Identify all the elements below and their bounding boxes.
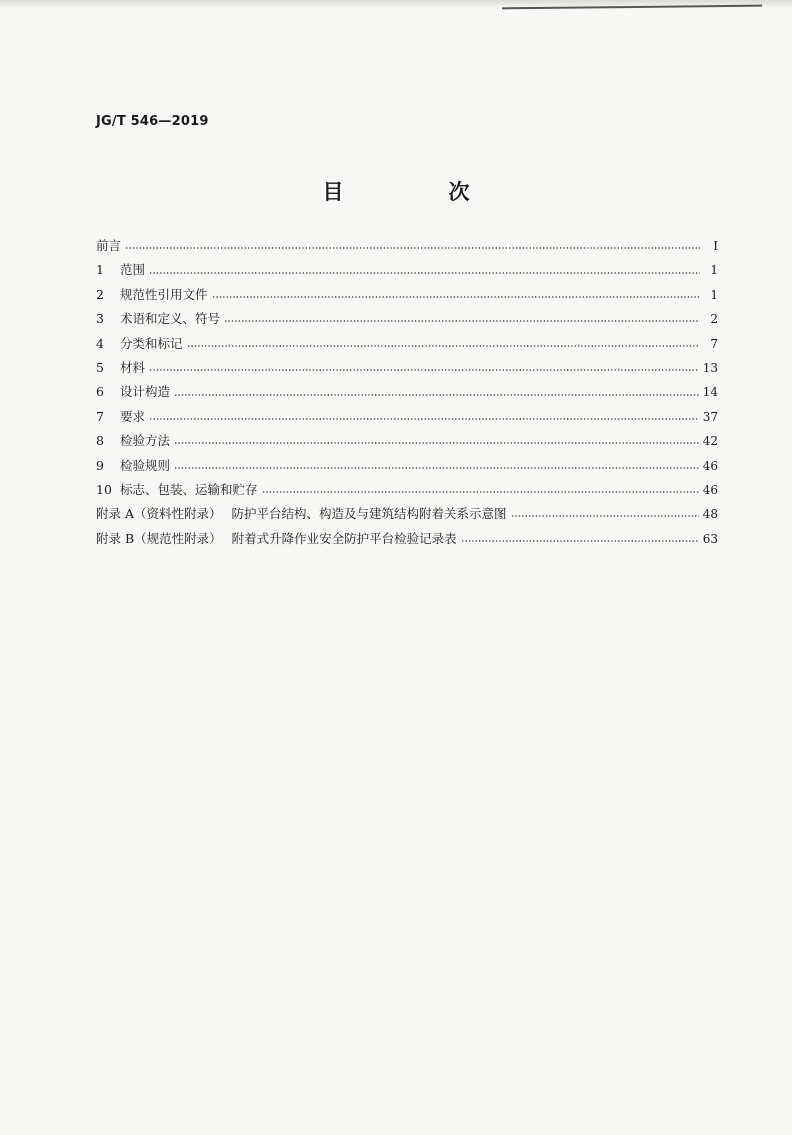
toc-entry-label: 标志、包装、运输和贮存 [120,481,258,497]
toc-entry-subtitle: 防护平台结构、构造及与建筑结构附着关系示意图 [231,506,507,522]
toc-entry-number: 9 [96,457,104,473]
toc-entry-number: 5 [96,359,104,375]
toc-entry-subtitle: 附着式升降作业安全防护平台检验记录表 [231,530,457,546]
toc-leader-dots [149,272,700,274]
toc-entry-number: 2 [96,286,104,302]
toc-leader-dots [149,418,699,420]
toc-entry-7[interactable] [96,405,718,429]
toc-entry-page: 1 [710,263,718,278]
toc-entry-appendix-a[interactable] [96,502,718,526]
toc-entry-appendix-b[interactable] [96,527,718,551]
standard-code: JG/T 546—2019 [96,114,209,129]
toc-entry-page: 1 [710,287,718,302]
toc-leader-dots [174,394,699,396]
toc-entry-number: 1 [96,262,104,278]
toc-entry-page: 7 [710,336,718,351]
toc-entry-page: 2 [710,312,718,327]
toc-entry-label: 范围 [120,262,146,278]
toc-entry-label: 检验规则 [120,457,171,473]
toc-entry-5[interactable] [96,356,718,380]
toc-entry-page: 13 [702,360,718,375]
toc-leader-dots [125,247,700,249]
page-title: 目 次 [322,180,512,204]
toc-entry-label: 要求 [120,408,146,424]
toc-leader-dots [224,320,700,322]
toc-entry-8[interactable] [96,429,718,453]
toc-leader-dots [174,442,699,444]
toc-leader-dots [187,345,700,347]
toc-leader-dots [461,540,699,542]
toc-entry-page: 48 [702,507,718,522]
toc-entry-page: 37 [702,409,718,424]
toc-entry-label: 材料 [120,359,146,375]
toc-leader-dots [262,491,699,493]
toc-entry-label: 分类和标记 [120,335,183,351]
toc-entry-foreword[interactable] [96,234,718,258]
toc-entry-1[interactable] [96,258,718,282]
toc-leader-dots [149,369,699,371]
toc-entry-number: 4 [96,335,104,351]
toc-entry-label: 规范性引用文件 [120,286,208,302]
toc-entry-page: Ⅰ [713,239,718,253]
toc-entry-page: 46 [702,482,718,497]
toc-leader-dots [511,515,699,517]
toc-entry-9[interactable] [96,454,718,478]
toc-entry-number: 6 [96,384,104,400]
toc-entry-page: 46 [702,458,718,473]
toc-leader-dots [174,467,699,469]
toc-entry-label: 术语和定义、符号 [120,311,221,327]
toc-entry-number: 8 [96,433,104,449]
toc-entry-10[interactable] [96,478,718,502]
toc-entry-3[interactable] [96,307,718,331]
toc-entry-6[interactable] [96,380,718,404]
toc-entry-label: 前言 [96,238,122,253]
toc-entry-2[interactable] [96,283,718,307]
toc-entry-number: 7 [96,408,104,424]
toc-entry-page: 42 [702,434,718,449]
toc-entry-4[interactable] [96,332,718,356]
toc-entry-number: 10 [96,481,112,497]
table-of-contents [96,234,718,551]
toc-leader-dots [212,296,700,298]
toc-entry-label: 设计构造 [120,384,171,400]
toc-entry-label: 检验方法 [120,433,171,449]
toc-entry-label: 附录 A（资料性附录） [96,506,222,522]
toc-entry-number: 3 [96,311,104,327]
toc-entry-page: 14 [702,385,718,400]
toc-entry-label: 附录 B（规范性附录） [96,530,222,546]
toc-entry-page: 63 [702,531,718,546]
